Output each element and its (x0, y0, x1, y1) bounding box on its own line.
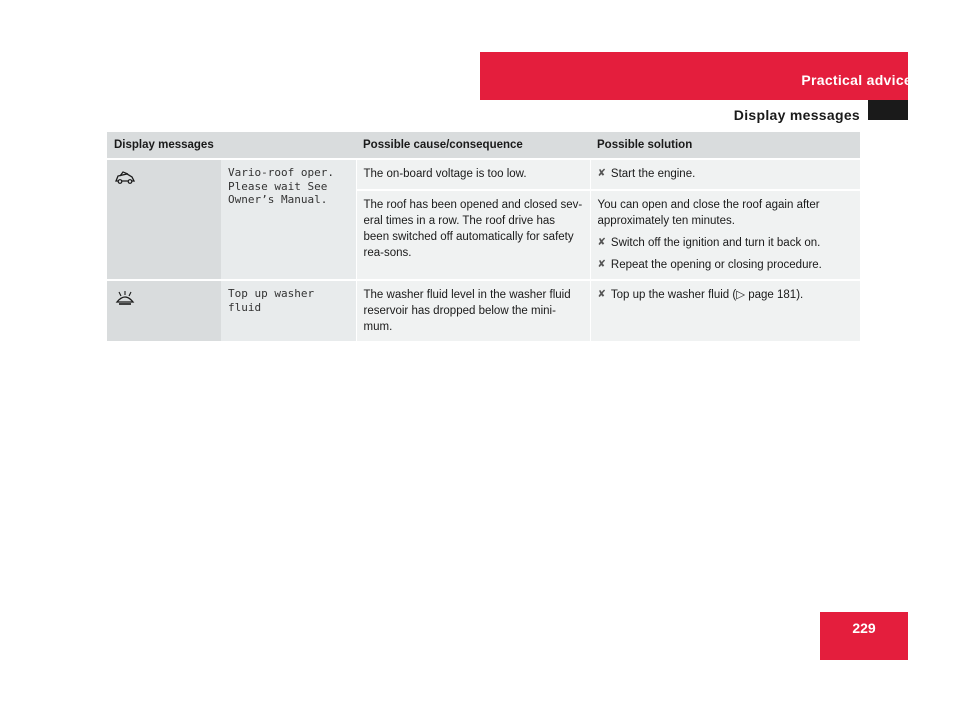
convertible-roof-icon (114, 168, 136, 186)
solution-step-text: Switch off the ignition and turn it back on. (610, 237, 821, 249)
icon-cell (107, 159, 221, 280)
solution-cell (590, 280, 860, 342)
column-header-display-messages: Display messages (107, 132, 356, 159)
header-tab-marker (868, 100, 908, 120)
page-number: 229 (852, 620, 876, 636)
step-arrow-icon: ✘ (597, 237, 606, 248)
display-messages-table (107, 132, 860, 343)
column-header-solution: Possible solution (590, 132, 860, 159)
table-row (107, 280, 860, 342)
solution-cell (590, 159, 860, 190)
step-arrow-icon: ✘ (597, 168, 606, 179)
solution-intro-text: You can open and close the roof again after approximately ten minutes. (597, 199, 820, 227)
cause-text: The roof has been opened and closed sev-eral times in a row. The roof drive has been switched off automatically for safety rea-sons. (356, 190, 590, 280)
table-header-row (107, 132, 860, 159)
solution-step-text: Top up the washer fluid (▷ page 181). (610, 289, 804, 301)
display-message-text: Top up washer fluid (221, 280, 356, 342)
solution-step (598, 287, 854, 303)
solution-step (598, 257, 854, 273)
solution-step (598, 166, 854, 182)
step-arrow-icon: ✘ (597, 289, 606, 300)
section-title: Practical advice (801, 72, 912, 88)
solution-step-text: Repeat the opening or closing procedure. (610, 259, 822, 271)
cause-text: The on-board voltage is too low. (356, 159, 590, 190)
solution-step-text: Start the engine. (610, 168, 696, 180)
solution-cell (590, 190, 860, 280)
washer-fluid-icon (114, 289, 136, 307)
step-arrow-icon: ✘ (597, 259, 606, 270)
cause-text: The washer fluid level in the washer fluid reservoir has dropped below the mini-mum. (356, 280, 590, 342)
subsection-title: Display messages (733, 107, 860, 123)
solution-step (598, 235, 854, 251)
table-row (107, 159, 860, 190)
column-header-cause: Possible cause/consequence (356, 132, 590, 159)
icon-cell (107, 280, 221, 342)
display-message-text: Vario-roof oper. Please wait See Owner’s Manual. (221, 159, 356, 280)
